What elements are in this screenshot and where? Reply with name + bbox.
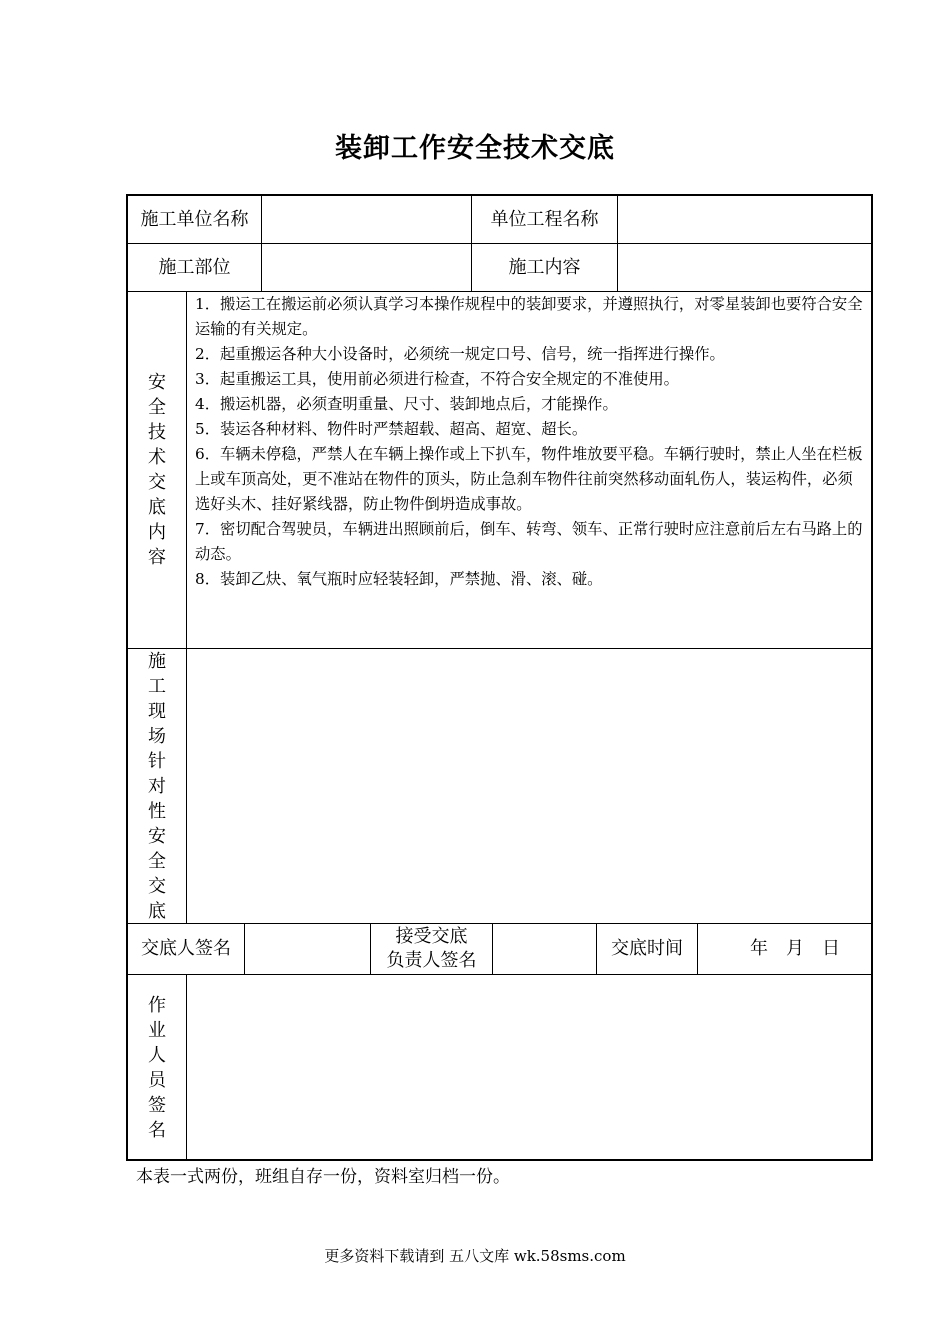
safety-content-label: 安 全 技 术 交 底 内 容: [148, 372, 166, 568]
construction-part-field[interactable]: [262, 244, 471, 291]
receiver-signature-label: 接受交底 负责人签名: [386, 926, 477, 971]
unit-name-label: 施工单位名称: [140, 208, 249, 230]
receiver-signature-field[interactable]: [493, 924, 596, 974]
site-specific-field[interactable]: [187, 649, 872, 923]
safety-item: 1．搬运工在搬运前必须认真学习本操作规程中的装卸要求，并遵照执行，对零星装卸也要符合安全运输的有关规定。: [195, 295, 863, 338]
safety-item: 8．装卸乙炔、氧气瓶时应轻装轻卸，严禁抛、滑、滚、碰。: [195, 570, 603, 588]
footer-text: 更多资料下载请到 五八文库 wk.58sms.com: [324, 1247, 626, 1265]
safety-item: 5．装运各种材料、物件时严禁超载、超高、超宽、超长。: [195, 420, 588, 438]
disclosure-time-label: 交底时间: [611, 938, 683, 959]
disclosure-date-field[interactable]: 年 月 日: [750, 938, 840, 959]
worker-signature-label: 作 业 人 员 签 名: [148, 994, 166, 1141]
worker-signature-field[interactable]: [187, 975, 872, 1159]
safety-item: 4．搬运机器，必须查明重量、尺寸、装卸地点后，才能操作。: [195, 395, 618, 413]
document-title: 装卸工作安全技术交底: [335, 133, 615, 164]
project-name-field[interactable]: [618, 196, 872, 243]
construction-part-label: 施工部位: [158, 256, 231, 278]
safety-item: 2．起重搬运各种大小设备时，必须统一规定口号、信号，统一指挥进行操作。: [195, 345, 725, 363]
safety-item: 7．密切配合驾驶员，车辆进出照顾前后，倒车、转弯、领车、正常行驶时应注意前后左右马路上的动态。: [195, 520, 863, 563]
form-note: 本表一式两份，班组自存一份，资料室归档一份。: [136, 1167, 510, 1187]
unit-name-field[interactable]: [262, 196, 471, 243]
construction-content-label: 施工内容: [508, 256, 581, 278]
safety-item: 3．起重搬运工具，使用前必须进行检查，不符合安全规定的不准使用。: [195, 370, 679, 388]
safety-content: [195, 292, 867, 592]
project-name-label: 单位工程名称: [490, 208, 599, 230]
safety-item: 6．车辆未停稳，严禁人在车辆上操作或上下扒车，物件堆放要平稳。车辆行驶时，禁止人坐在栏板上或车顶高处，更不准站在物件的顶头，防止急刹车物件往前突然移动面轧伤人，装运构件，必须选好头木、挂好紧线器，防止物件倒坍造成事故。: [195, 445, 863, 513]
site-specific-label: 施 工 现 场 针 对 性 安 全 交 底: [148, 650, 166, 922]
construction-content-field[interactable]: [618, 244, 872, 291]
discloser-signature-field[interactable]: [245, 924, 370, 974]
discloser-signature-label: 交底人签名: [141, 938, 231, 959]
